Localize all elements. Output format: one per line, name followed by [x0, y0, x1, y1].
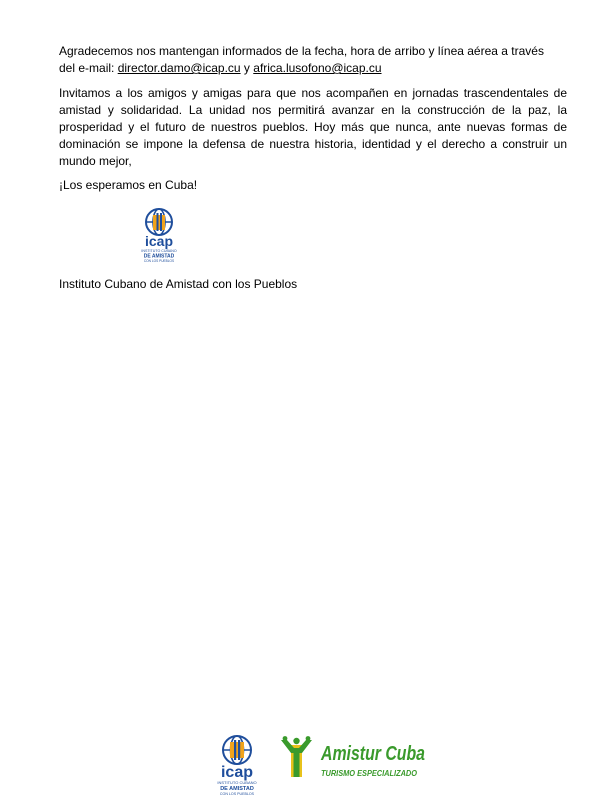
- institution-signature: Instituto Cubano de Amistad con los Pueblos: [59, 277, 298, 291]
- email-link-director[interactable]: director.damo@icap.cu: [117, 61, 241, 75]
- svg-text:CON LOS PUEBLOS: CON LOS PUEBLOS: [143, 259, 175, 263]
- amistur-tagline: TURISMO ESPECIALIZADO: [321, 769, 418, 778]
- arrival-info-text: Agradecemos nos mantengan informados de la fecha, hora de arribo y línea aérea a través: [59, 44, 544, 58]
- footer-icap-logo: [209, 735, 265, 797]
- email-conjunction: y: [240, 61, 254, 75]
- invitation-paragraph: Invitamos a los amigos y amigas para que nos acompañen en jornadas trascendentales de amistad y solidaridad. La unidad nos permitirá avanzar en la construcción de la paz, la prosperidad y el futuro de nuestros pueblos. Hoy más que nunca, ante nuevas formas de dominación se impone la defensa de nuestra historia, identidad y el derecho a construir un mundo mejor,: [59, 86, 567, 168]
- email-prefix: del e-mail:: [59, 61, 118, 75]
- amistur-people-icon: [281, 736, 312, 777]
- footer-icap-globe-icon: [223, 736, 251, 764]
- icap-logo: [134, 207, 184, 265]
- svg-text:DE AMISTAD: DE AMISTAD: [220, 786, 254, 792]
- icap-globe-icon: [146, 209, 172, 235]
- svg-text:CON LOS PUEBLOS: CON LOS PUEBLOS: [219, 792, 255, 796]
- footer-icap-wordmark: icap: [220, 764, 254, 781]
- svg-text:DE AMISTAD: DE AMISTAD: [143, 253, 175, 260]
- amistur-wordmark: Amistur Cuba: [320, 743, 425, 765]
- email-link-africa[interactable]: africa.lusofono@icap.cu: [253, 61, 382, 75]
- arrival-info-paragraph: [59, 43, 567, 77]
- amistur-cuba-logo: [279, 735, 427, 783]
- icap-wordmark: icap: [144, 233, 174, 249]
- svg-text:INSTITUTO CUBANO: INSTITUTO CUBANO: [217, 780, 257, 785]
- closing-line: ¡Los esperamos en Cuba!: [59, 178, 198, 192]
- svg-text:INSTITUTO CUBANO: INSTITUTO CUBANO: [141, 249, 177, 253]
